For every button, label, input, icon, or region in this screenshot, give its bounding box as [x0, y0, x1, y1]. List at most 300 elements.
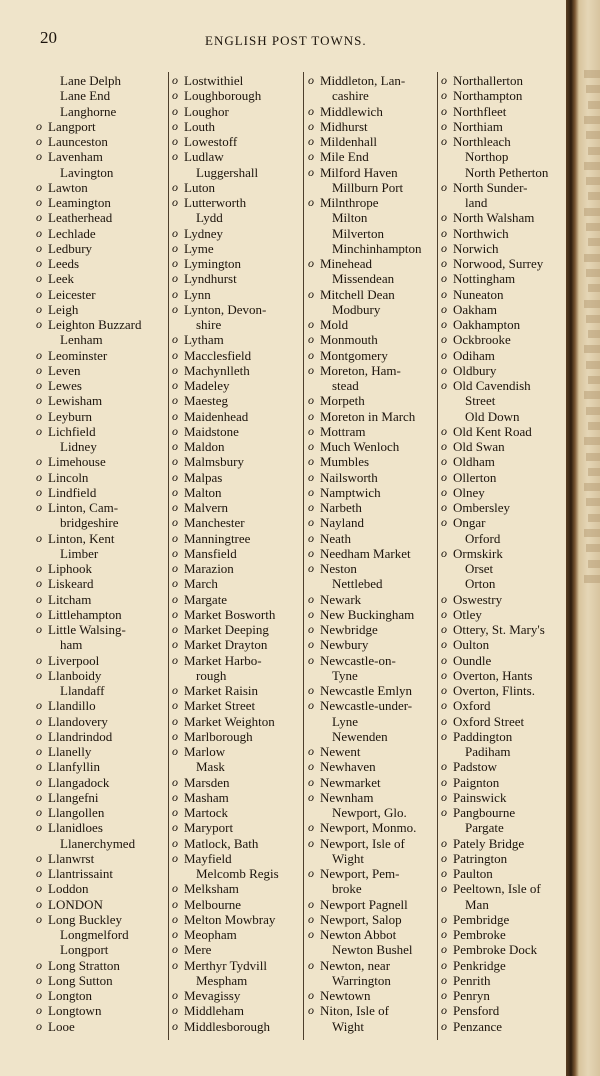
- office-marker: o: [172, 134, 178, 148]
- office-marker: o: [36, 606, 42, 621]
- town-entry: [172, 515, 279, 530]
- office-marker: o: [308, 454, 314, 469]
- office-marker: o: [308, 545, 314, 560]
- town-entry: [441, 210, 548, 225]
- office-marker: o: [36, 652, 42, 667]
- town-entry: [441, 607, 548, 622]
- office-marker: o: [36, 225, 42, 240]
- town-entry: [308, 424, 422, 439]
- town-entry: [308, 942, 422, 957]
- book-gutter: [566, 0, 600, 1076]
- town-entry: [172, 973, 279, 988]
- town-entry: [36, 332, 142, 347]
- town-entry: [36, 256, 142, 271]
- office-marker: o: [308, 744, 314, 758]
- gutter-bleed-mark: [588, 468, 600, 476]
- town-name: Llanboidy: [48, 667, 102, 683]
- town-name: Moreton, Ham-: [320, 362, 401, 378]
- town-entry: [36, 302, 142, 317]
- town-entry: [441, 332, 548, 347]
- office-marker: o: [172, 240, 178, 255]
- town-entry: [308, 241, 422, 256]
- town-name: LONDON: [48, 896, 103, 912]
- town-entry: [36, 653, 142, 668]
- office-marker: o: [36, 576, 42, 591]
- town-entry: [308, 698, 422, 729]
- town-entry: [308, 317, 422, 332]
- town-name: Newcastle-under-: [320, 698, 413, 714]
- town-entry: [441, 439, 548, 454]
- town-entry: [441, 226, 548, 241]
- town-name: Langhorne: [60, 103, 117, 119]
- town-entry: [441, 180, 548, 211]
- town-name: North Petherton: [465, 164, 549, 180]
- town-entry: [441, 576, 548, 591]
- town-name: Newton Abbot: [320, 927, 397, 942]
- office-marker: o: [441, 789, 447, 804]
- town-entry: [441, 653, 548, 668]
- town-entry: [441, 866, 548, 881]
- town-name: Patrington: [453, 850, 508, 866]
- town-entry: [172, 836, 279, 851]
- town-entry: [308, 393, 422, 408]
- town-entry: [36, 592, 142, 607]
- town-name: Malpas: [184, 469, 223, 485]
- town-entry: [172, 729, 279, 744]
- office-marker: o: [441, 88, 447, 103]
- town-name: Malvern: [184, 500, 229, 515]
- office-marker: o: [36, 484, 42, 499]
- town-entry: [36, 714, 142, 729]
- town-entry: [172, 912, 279, 927]
- town-entry: [36, 881, 142, 896]
- office-marker: o: [441, 591, 447, 606]
- town-name: Newport, Salop: [320, 911, 402, 927]
- office-marker: o: [172, 73, 178, 87]
- column-rule: [437, 72, 438, 1040]
- office-marker: o: [172, 652, 178, 667]
- office-marker: o: [172, 332, 178, 347]
- town-entry: [36, 210, 142, 225]
- town-entry: [172, 546, 279, 561]
- town-entry: [308, 637, 422, 652]
- office-marker: o: [308, 957, 314, 972]
- office-marker: o: [172, 835, 178, 850]
- office-marker: o: [36, 805, 42, 819]
- town-name: Lewes: [48, 378, 82, 393]
- town-entry: [172, 759, 279, 774]
- office-marker: o: [172, 774, 178, 789]
- town-name: Lynn: [184, 286, 211, 302]
- town-entry: [441, 88, 548, 103]
- town-entry: [172, 470, 279, 485]
- town-entry: [36, 363, 142, 378]
- column-rule: [303, 72, 304, 1040]
- town-entry: [441, 515, 548, 530]
- office-marker: o: [36, 1018, 42, 1033]
- town-entry: [172, 576, 279, 591]
- office-marker: o: [441, 866, 447, 880]
- office-marker: o: [36, 408, 42, 423]
- gutter-bleed-mark: [584, 70, 600, 78]
- town-entry: [172, 134, 279, 149]
- office-marker: o: [308, 362, 314, 377]
- town-name: Orset: [465, 561, 494, 576]
- town-name: Leominster: [48, 347, 108, 363]
- town-name: Missendean: [332, 271, 395, 287]
- town-entry: [441, 134, 548, 149]
- town-entry: [36, 485, 142, 500]
- town-name: Matlock, Bath: [184, 835, 259, 851]
- town-entry: [308, 363, 422, 394]
- town-entry: [308, 409, 422, 424]
- office-marker: o: [36, 362, 42, 377]
- town-entry: [441, 759, 548, 774]
- office-marker: o: [308, 484, 314, 499]
- town-entry: [172, 256, 279, 271]
- town-name: Market Raisin: [184, 683, 259, 698]
- town-entry: [36, 622, 142, 653]
- office-marker: o: [36, 469, 42, 484]
- town-name: Lutterworth: [184, 195, 247, 210]
- office-marker: o: [308, 789, 314, 804]
- town-entry: [441, 165, 548, 180]
- town-entry: [36, 912, 142, 927]
- office-marker: o: [441, 286, 447, 301]
- office-marker: o: [308, 1003, 314, 1018]
- town-name: Morpeth: [320, 393, 365, 409]
- office-marker: o: [308, 256, 314, 270]
- office-marker: o: [441, 988, 447, 1002]
- town-name: Newcastle-on-: [320, 652, 396, 668]
- town-entry: [308, 836, 422, 867]
- office-marker: o: [441, 1003, 447, 1018]
- office-marker: o: [441, 103, 447, 118]
- town-entry: [172, 607, 279, 622]
- office-marker: o: [441, 683, 447, 697]
- town-entry: [172, 119, 279, 134]
- town-name: Millburn Port: [332, 179, 404, 195]
- town-entry: [441, 1003, 548, 1018]
- town-entry: [36, 195, 142, 210]
- office-marker: o: [441, 301, 447, 316]
- office-marker: o: [36, 347, 42, 362]
- town-entry: [172, 637, 279, 652]
- town-name: Namptwich: [320, 484, 381, 500]
- town-name: Liphook: [48, 561, 93, 576]
- office-marker: o: [308, 286, 314, 301]
- office-marker: o: [441, 500, 447, 514]
- town-name: Newark: [320, 591, 362, 607]
- town-name: Loughor: [184, 103, 229, 119]
- office-marker: o: [36, 972, 42, 987]
- town-entry: [172, 348, 279, 363]
- office-marker: o: [36, 591, 42, 606]
- office-marker: o: [36, 149, 42, 164]
- town-column-2: [172, 73, 279, 1034]
- office-marker: o: [441, 606, 447, 621]
- office-marker: o: [308, 149, 314, 164]
- town-name: Mildenhall: [320, 134, 378, 149]
- office-marker: o: [172, 683, 178, 697]
- office-marker: o: [441, 881, 447, 896]
- town-name: Montgomery: [320, 347, 388, 363]
- town-name: Mitchell Dean: [320, 286, 395, 302]
- office-marker: o: [172, 820, 178, 835]
- office-marker: o: [308, 515, 314, 530]
- office-marker: o: [441, 942, 447, 957]
- office-marker: o: [441, 622, 447, 636]
- office-marker: o: [441, 911, 447, 926]
- town-name: Long Sutton: [48, 972, 113, 988]
- town-entry: [172, 531, 279, 546]
- town-entry: [441, 698, 548, 713]
- town-entry: [172, 149, 279, 164]
- town-name: Lymington: [184, 256, 242, 271]
- town-entry: [308, 958, 422, 989]
- town-entry: [441, 881, 548, 912]
- office-marker: o: [441, 256, 447, 270]
- office-marker: o: [172, 942, 178, 957]
- office-marker: o: [441, 713, 447, 728]
- office-marker: o: [441, 835, 447, 850]
- office-marker: o: [172, 561, 178, 575]
- town-name: Needham Market: [320, 545, 411, 561]
- town-name: Market Drayton: [184, 637, 268, 653]
- town-name: Newport, Glo.: [332, 805, 407, 820]
- town-entry: [36, 180, 142, 195]
- town-name: Oswestry: [453, 591, 503, 607]
- office-marker: o: [172, 378, 178, 392]
- town-name: Louth: [184, 118, 216, 134]
- gutter-bleed-mark: [584, 254, 600, 262]
- office-marker: o: [36, 179, 42, 194]
- office-marker: o: [441, 179, 447, 194]
- town-entry: [172, 592, 279, 607]
- town-entry: [441, 790, 548, 805]
- office-marker: o: [441, 118, 447, 133]
- office-marker: o: [441, 240, 447, 255]
- town-entry: [172, 820, 279, 835]
- town-entry: [441, 104, 548, 119]
- town-entry: [36, 454, 142, 469]
- office-marker: o: [172, 118, 178, 133]
- town-name: Little Walsing-: [48, 622, 126, 637]
- town-name: Overton, Flints.: [453, 683, 535, 698]
- office-marker: o: [441, 439, 447, 453]
- town-name: Penryn: [453, 988, 490, 1003]
- town-entry: [36, 165, 142, 180]
- town-entry: [441, 942, 548, 957]
- office-marker: o: [308, 103, 314, 118]
- office-marker: o: [441, 210, 447, 225]
- town-name: Llandaff: [60, 683, 105, 698]
- town-entry: [441, 973, 548, 988]
- town-name: Launceston: [48, 134, 108, 149]
- office-marker: o: [172, 1003, 178, 1018]
- town-entry: [441, 271, 548, 286]
- town-name: Penrith: [453, 972, 491, 988]
- town-name: Newenden: [332, 728, 388, 744]
- office-marker: o: [172, 591, 178, 606]
- town-entry: [36, 805, 142, 820]
- town-entry: [308, 287, 422, 302]
- town-entry: [36, 683, 142, 698]
- town-entry: [308, 73, 422, 104]
- office-marker: o: [36, 195, 42, 209]
- gutter-bleed-mark: [588, 192, 600, 200]
- office-marker: o: [36, 667, 42, 682]
- town-name: Paignton: [453, 774, 500, 790]
- town-entry: [36, 1003, 142, 1018]
- town-name: Ongar: [453, 515, 486, 531]
- office-marker: o: [172, 454, 178, 469]
- town-name: Paddington: [453, 728, 513, 744]
- town-name: Llanfyllin: [48, 759, 100, 775]
- town-entry: [441, 958, 548, 973]
- town-name: Oulton: [453, 637, 490, 653]
- town-name: Macclesfield: [184, 347, 252, 363]
- town-name: Llanelly: [48, 744, 92, 759]
- town-name: Malmsbury: [184, 454, 244, 470]
- town-name: Leyburn: [48, 408, 93, 424]
- gutter-bleed-mark: [584, 345, 600, 353]
- office-marker: o: [36, 774, 42, 789]
- town-name: Newbury: [320, 637, 369, 653]
- town-name: Middlesborough: [184, 1018, 270, 1034]
- town-entry: [308, 775, 422, 790]
- town-entry: [441, 714, 548, 729]
- town-name: Milverton: [332, 225, 384, 241]
- town-name: Peeltown, Isle of: [453, 881, 541, 897]
- office-marker: o: [441, 805, 447, 819]
- office-marker: o: [308, 927, 314, 941]
- office-marker: o: [172, 256, 178, 270]
- town-entry: [172, 195, 279, 210]
- town-entry: [172, 988, 279, 1003]
- town-name: Langport: [48, 118, 96, 134]
- gutter-bleed-mark: [588, 284, 600, 292]
- town-entry: [308, 149, 422, 164]
- town-entry: [441, 424, 548, 439]
- office-marker: o: [172, 362, 178, 377]
- town-name: Nuneaton: [453, 286, 504, 302]
- town-entry: [172, 790, 279, 805]
- town-entry: [308, 988, 422, 1003]
- town-entry: [441, 637, 548, 652]
- town-entry: [441, 1019, 548, 1034]
- town-entry: [441, 363, 548, 378]
- office-marker: o: [308, 835, 314, 850]
- town-entry: [441, 470, 548, 485]
- town-entry: [36, 744, 142, 759]
- office-marker: o: [441, 545, 447, 560]
- town-name: Maidenhead: [184, 408, 249, 424]
- town-name: Northwich: [453, 225, 509, 241]
- town-entry: [172, 271, 279, 286]
- town-name: Nayland: [320, 515, 365, 531]
- gutter-bleed-mark: [586, 453, 600, 461]
- town-name: Luggershall: [196, 164, 259, 180]
- office-marker: o: [308, 896, 314, 911]
- town-entry: [441, 668, 548, 683]
- town-name: Painswick: [453, 789, 507, 805]
- office-marker: o: [441, 423, 447, 438]
- town-entry: [36, 317, 142, 332]
- town-name: March: [184, 576, 218, 592]
- town-entry: [36, 866, 142, 881]
- office-marker: o: [441, 515, 447, 530]
- town-name: Loddon: [48, 881, 89, 897]
- town-name: Mespham: [196, 972, 248, 988]
- town-entry: [172, 393, 279, 408]
- office-marker: o: [36, 728, 42, 743]
- gutter-bleed-mark: [588, 514, 600, 522]
- town-name: Ockbrooke: [453, 332, 511, 348]
- office-marker: o: [308, 561, 314, 575]
- office-marker: o: [172, 225, 178, 240]
- office-marker: o: [36, 317, 42, 331]
- town-entry: [441, 683, 548, 698]
- town-name: shire: [196, 317, 222, 332]
- town-entry: [441, 927, 548, 942]
- town-name: Lostwithiel: [184, 73, 244, 88]
- office-marker: o: [441, 850, 447, 865]
- town-name: Maryport: [184, 820, 234, 836]
- town-name: Looe: [48, 1018, 75, 1034]
- town-name: Lawton: [48, 179, 88, 195]
- town-name: Milton: [332, 210, 368, 226]
- town-name: Longton: [48, 988, 93, 1003]
- office-marker: o: [308, 637, 314, 652]
- town-entry: [172, 851, 279, 866]
- town-name: Norwich: [453, 240, 499, 256]
- town-entry: [308, 805, 422, 820]
- office-marker: o: [172, 179, 178, 194]
- town-entry: [441, 836, 548, 851]
- town-name: Man: [465, 896, 489, 912]
- office-marker: o: [441, 317, 447, 331]
- office-marker: o: [172, 423, 178, 438]
- town-name: Leicester: [48, 286, 96, 302]
- town-entry: [308, 454, 422, 469]
- office-marker: o: [308, 774, 314, 789]
- town-name: Modbury: [332, 301, 381, 317]
- town-entry: [172, 73, 279, 88]
- office-marker: o: [441, 1018, 447, 1033]
- gutter-bleed-mark: [584, 437, 600, 445]
- town-entry: [441, 317, 548, 332]
- town-name: Martock: [184, 805, 229, 820]
- office-marker: o: [36, 500, 42, 514]
- town-entry: [172, 409, 279, 424]
- town-name: rough: [196, 667, 227, 683]
- town-name: Lytham: [184, 332, 224, 348]
- town-name: Maesteg: [184, 393, 229, 409]
- office-marker: o: [172, 988, 178, 1002]
- gutter-bleed-mark: [586, 131, 600, 139]
- town-name: Madeley: [184, 378, 230, 393]
- town-name: Market Deeping: [184, 622, 269, 637]
- town-name: Llandillo: [48, 698, 96, 714]
- town-entry: [308, 180, 422, 195]
- town-entry: [441, 241, 548, 256]
- town-entry: [308, 226, 422, 241]
- town-name: Lydney: [184, 225, 223, 241]
- town-entry: [308, 210, 422, 225]
- town-name: Lavenham: [48, 149, 103, 165]
- office-marker: o: [36, 988, 42, 1002]
